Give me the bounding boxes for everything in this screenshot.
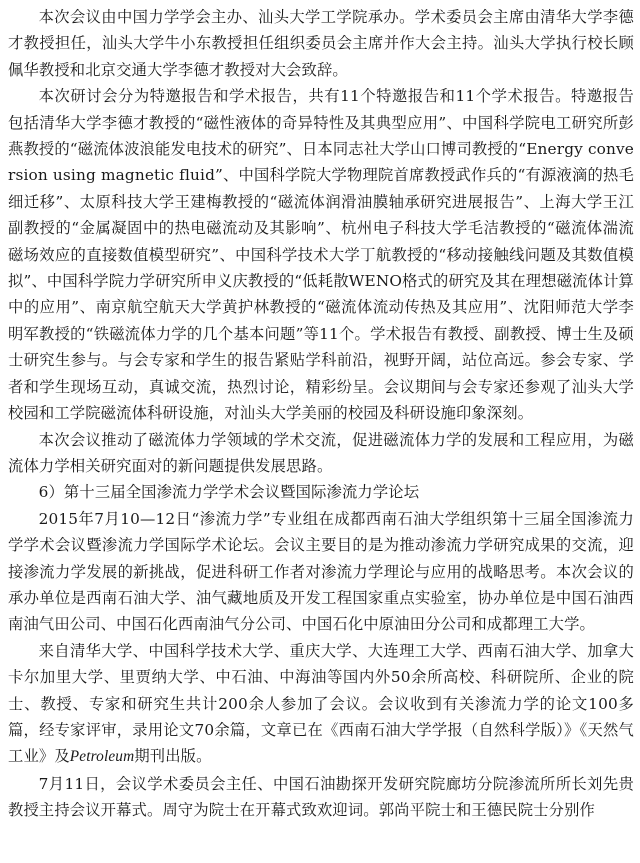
paragraph-seepage-conference-intro: 2015年7月10—12日“渗流力学”专业组在成都西南石油大学组织第十三届全国渗流力学学术会议暨渗流力学国际学术论坛。会议主要目的是为推动渗流力学研究成果的交流，迎接渗流力学发展的新挑战，促进科研工作者对渗流力学理论与应用的战略思考。本次会议的承办单位是西南石油大学、油气藏地质及开发工程国家重点实验室，协办单位是中国石油西南油气田公司、中国石化西南油气分公司、中国石化中原油田分公司和成都理工大学。: [8, 509, 634, 634]
paragraph-conference-reports: 本次研讨会分为特邀报告和学术报告，共有11个特邀报告和11个学术报告。特邀报告包括清华大学李德才教授的“磁性液体的奇异特性及其典型应用”、中国科学院电工研究所彭燕教授的“磁流体波浪能发电技术的研究”、日本同志社大学山口博司教授的“Energy conversion using magnetic fluid”、中国科学院大学物理院首席教授武作兵的“有源液滴的热毛细迁移”、太原科技大学王建梅教授的“磁流体润滑油膜轴承研究进展报告”、上海大学王江副教授的“金属凝固中的热电磁流动及其影响”、杭州电子科技大学毛洁教授的“磁流体湍流磁场效应的直接数值模型研究”、中国科学技术大学丁航教授的“移动接触线问题及其数值模拟”、中国科学院力学研究所申义庆教授的“低耗散WENO格式的研究及其在理想磁流体计算中的应用”、南京航空航天大学黄护林教授的“磁流体流动传热及其应用”、沈阳师范大学李明军教授的“铁磁流体力学的几个基本问题”等11个。学术报告有教授、副教授、博士生及硕士研究生参与。与会专家和学生的报告紧贴学科前沿，视野开阔，站位高远。参会专家、学者和学生现场互动，真诚交流，热烈讨论，精彩纷呈。会议期间与会专家还参观了汕头大学校园和工学院磁流体科研设施，对汕头大学美丽的校园及科研设施印象深刻。: [8, 87, 635, 423]
document-page: [8, 4, 634, 824]
participants-text-part2: 期刊出版。: [134, 747, 212, 766]
journal-name-petroleum: Petroleum: [69, 748, 135, 766]
section-heading-seepage-conference: 6）第十三届全国渗流力学学术会议暨国际渗流力学论坛: [38, 483, 420, 502]
paragraph-conference-impact: 本次会议推动了磁流体力学领域的学术交流，促进磁流体力学的发展和工程应用，为磁流体力学相关研究面对的新问题提供发展思路。: [8, 430, 634, 475]
paragraph-seepage-conference-participants: [8, 638, 634, 771]
paragraph-conference-organizers: 本次会议由中国力学学会主办、汕头大学工学院承办。学术委员会主席由清华大学李德才教授担任，汕头大学牛小东教授担任组织委员会主席并作大会主持。汕头大学执行校长顾佩华教授和北京交通大学李德才教授对大会致辞。: [8, 8, 634, 79]
participants-text-part1: 来自清华大学、中国科学技术大学、重庆大学、大连理工大学、西南石油大学、加拿大卡尔加里大学、里贾纳大学、中石油、中海油等国内外50余所高校、科研院所、企业的院士、教授、专家和研究生共计200余人参加了会议。会议收到有关渗流力学的论文100多篇，经专家评审，录用论文70余篇，文章已在《西南石油大学学报（自然科学版）》《天然气工业》及: [8, 641, 634, 766]
paragraph-opening-ceremony: 7月11日，会议学术委员会主任、中国石油勘探开发研究院廊坊分院渗流所所长刘先贵教授主持会议开幕式。周守为院士在开幕式致欢迎词。郭尚平院士和王德民院士分别作: [8, 774, 634, 820]
